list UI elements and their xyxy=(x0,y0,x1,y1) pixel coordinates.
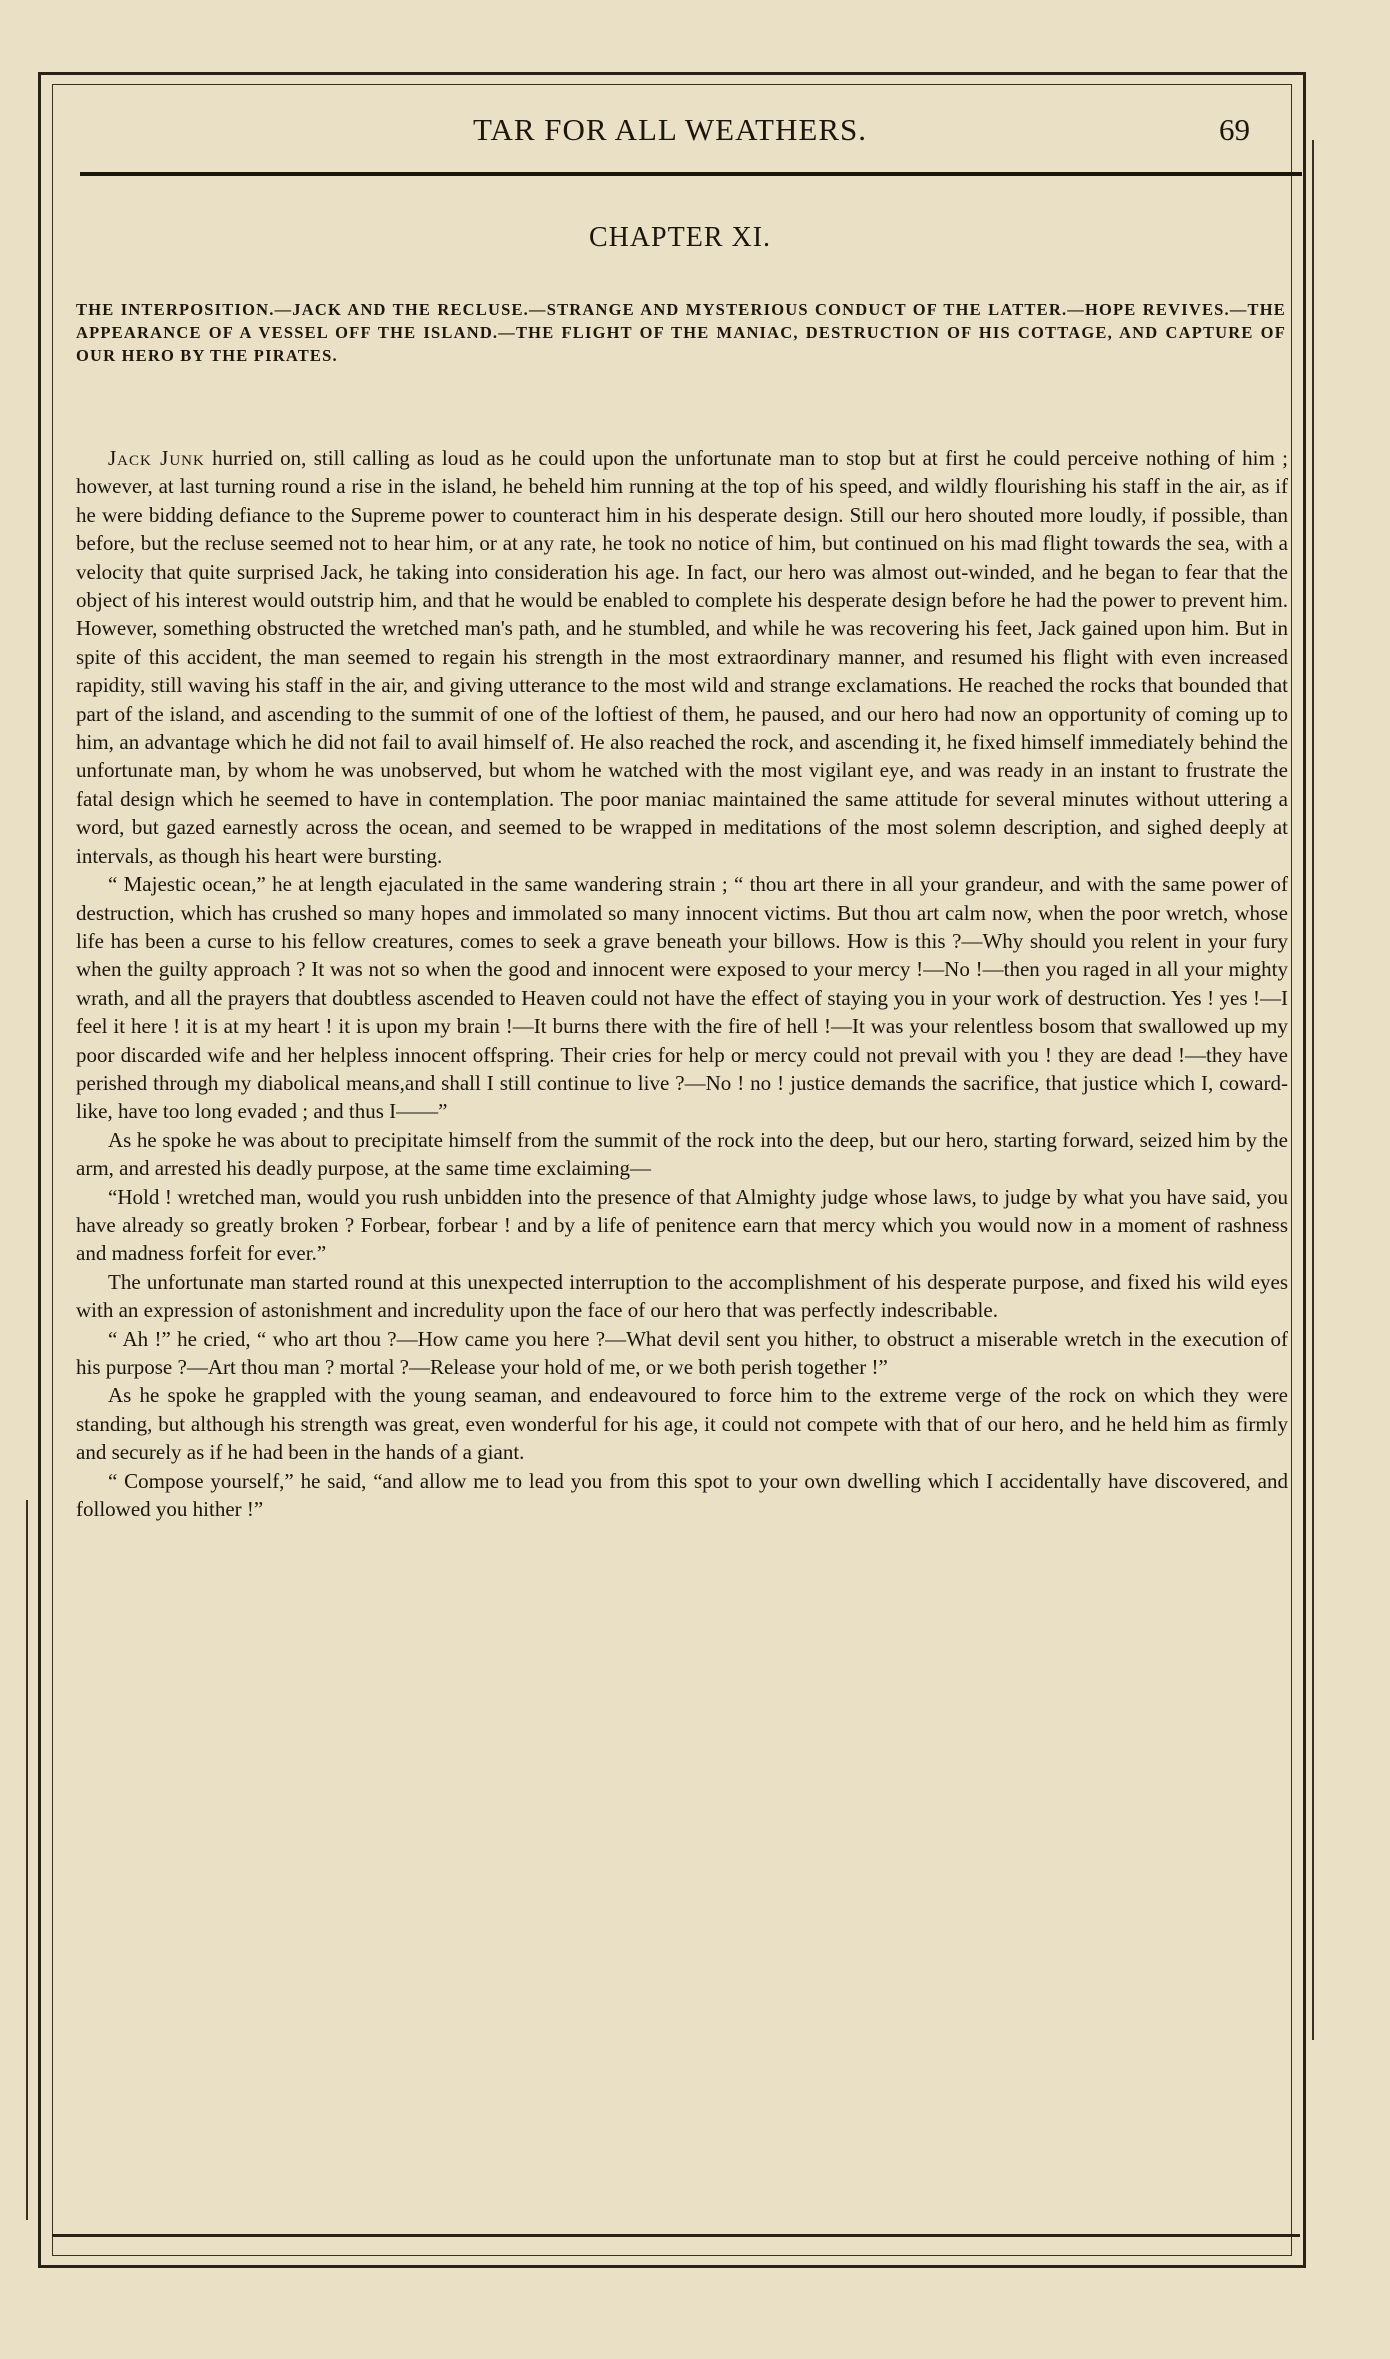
paragraph xyxy=(76,444,1288,870)
header-rule xyxy=(80,172,1302,176)
paragraph: “ Compose yourself,” he said, “and allow me to lead you from this spot to your own dwelling which I accidentally have discovered, and followed you hither !” xyxy=(76,1468,1288,1522)
opening-name: Jack Junk xyxy=(108,446,205,470)
paragraph: As he spoke he grappled with the young seaman, and endeavoured to force him to the extreme verge of the rock on which they were standing, but although his strength was great, even wonderful for his age, it could not compete with that of our hero, and he held him as firmly and securely as if he had been in the hands of a giant. xyxy=(76,1383,1288,1465)
paragraph: “Hold ! wretched man, would you rush unbidden into the presence of that Almighty judge whose laws, to judge by what you have said, you have already so greatly broken ? Forbear, forbear ! and by a life of penitence earn that mercy which you would now in a moment of rashness and madness forfeit for ever.” xyxy=(76,1184,1288,1266)
body-text xyxy=(76,444,1288,1523)
chapter-summary: THE INTERPOSITION.—JACK AND THE RECLUSE.—STRANGE AND MYSTERIOUS CONDUCT OF THE LATTER.—HOPE REVIVES.—THE APPEARANCE OF A VESSEL OFF THE ISLAND.—THE FLIGHT OF THE MANIAC, DESTRUCTION OF HIS COTTAGE, AND CAPTURE OF OUR HERO BY THE PIRATES. xyxy=(76,300,1286,365)
paragraph: The unfortunate man started round at this unexpected interruption to the accomplishment of his desperate purpose, and fixed his wild eyes with an expression of astonishment and incredulity upon the face of our hero that was perfectly indescribable. xyxy=(76,1269,1288,1323)
paragraph: “ Ah !” he cried, “ who art thou ?—How came you here ?—What devil sent you hither, to obstruct a miserable wretch in the execution of his purpose ?—Art thou man ? mortal ?—Release your hold of me, or we both perish together !” xyxy=(76,1326,1288,1379)
running-title: TAR FOR ALL WEATHERS. xyxy=(473,112,867,147)
paragraph-text: hurried on, still calling as loud as he could upon the unfortunate man to stop but at first he could perceive nothing of him ; however, at last turning round a rise in the island, he beheld him running at the top of his speed, and wildly flourishing his staff in the air, as if he were bidding defiance to the Supreme power to counteract him in his desperate design. Still our hero shouted more loudly, if possible, than before, but the recluse seemed not to hear him, or at any rate, he took no notice of him, but continued on his mad flight towards the sea, with a velocity that quite surprised Jack, he taking into consideration his age. In fact, our hero was almost out-winded, and he began to fear that the object of his interest would outstrip him, and that he would be enabled to complete his desperate design before he had the power to prevent him. However, something obstructed the wretched man's path, and he stumbled, and while he was recovering his feet, Jack gained upon him. But in spite of this accident, the man seemed to regain his strength in the most extraordinary manner, and resumed his flight with even increased rapidity, still waving his staff in the air, and giving utterance to the most wild and strange exclamations. He reached the rocks that bounded that part of the island, and ascending to the summit of one of the loftiest of them, he paused, and our hero had now an opportunity of coming up to him, an advantage which he did not fail to avail himself of. He also reached the rock, and ascending it, he fixed himself immediately behind the unfortunate man, by whom he was unobserved, but whom he watched with the most vigilant eye, and was ready in an instant to frustrate the fatal design which he seemed to have in contemplation. The poor maniac maintained the same attitude for several minutes without uttering a word, but gazed earnestly across the ocean, and seemed to be wrapped in meditations of the most solemn description, and sighed deeply at intervals, as though his heart were bursting. xyxy=(76,446,1288,868)
running-header xyxy=(80,112,1260,160)
paragraph: As he spoke he was about to precipitate himself from the summit of the rock into the deep, but our hero, starting forward, seized him by the arm, and arrested his deadly purpose, at the same time exclaiming— xyxy=(76,1127,1288,1181)
paragraph: “ Majestic ocean,” he at length ejaculated in the same wandering strain ; “ thou art there in all your grandeur, and with the same power of destruction, which has crushed so many hopes and immolated so many innocent victims. But thou art calm now, when the poor wretch, whose life has been a curse to his fellow creatures, comes to seek a grave beneath your billows. How is this ?—Why should you relent in your fury when the guilty approach ? It was not so when the good and innocent were exposed to your mercy !—No !—then you raged in all your mighty wrath, and all the prayers that doubtless ascended to Heaven could not have the effect of staying you in your work of destruction. Yes ! yes !—I feel it here ! it is at my heart ! it is upon my brain !—It burns there with the fire of hell !—It was your relentless bosom that swallowed up my poor discarded wife and her helpless innocent offspring. Their cries for help or mercy could not prevail with you ! they are dead !—they have perished through my diabolical means,and shall I still continue to live ?—No ! no ! justice demands the sacrifice, that justice which I, coward-like, have too long evaded ; and thus I——” xyxy=(76,872,1288,1124)
edge-mark xyxy=(26,1500,28,2220)
edge-mark xyxy=(1312,140,1314,2040)
bottom-rule xyxy=(52,2234,1300,2237)
chapter-title: CHAPTER XI. xyxy=(588,222,772,253)
page-number: 69 xyxy=(1219,112,1250,147)
